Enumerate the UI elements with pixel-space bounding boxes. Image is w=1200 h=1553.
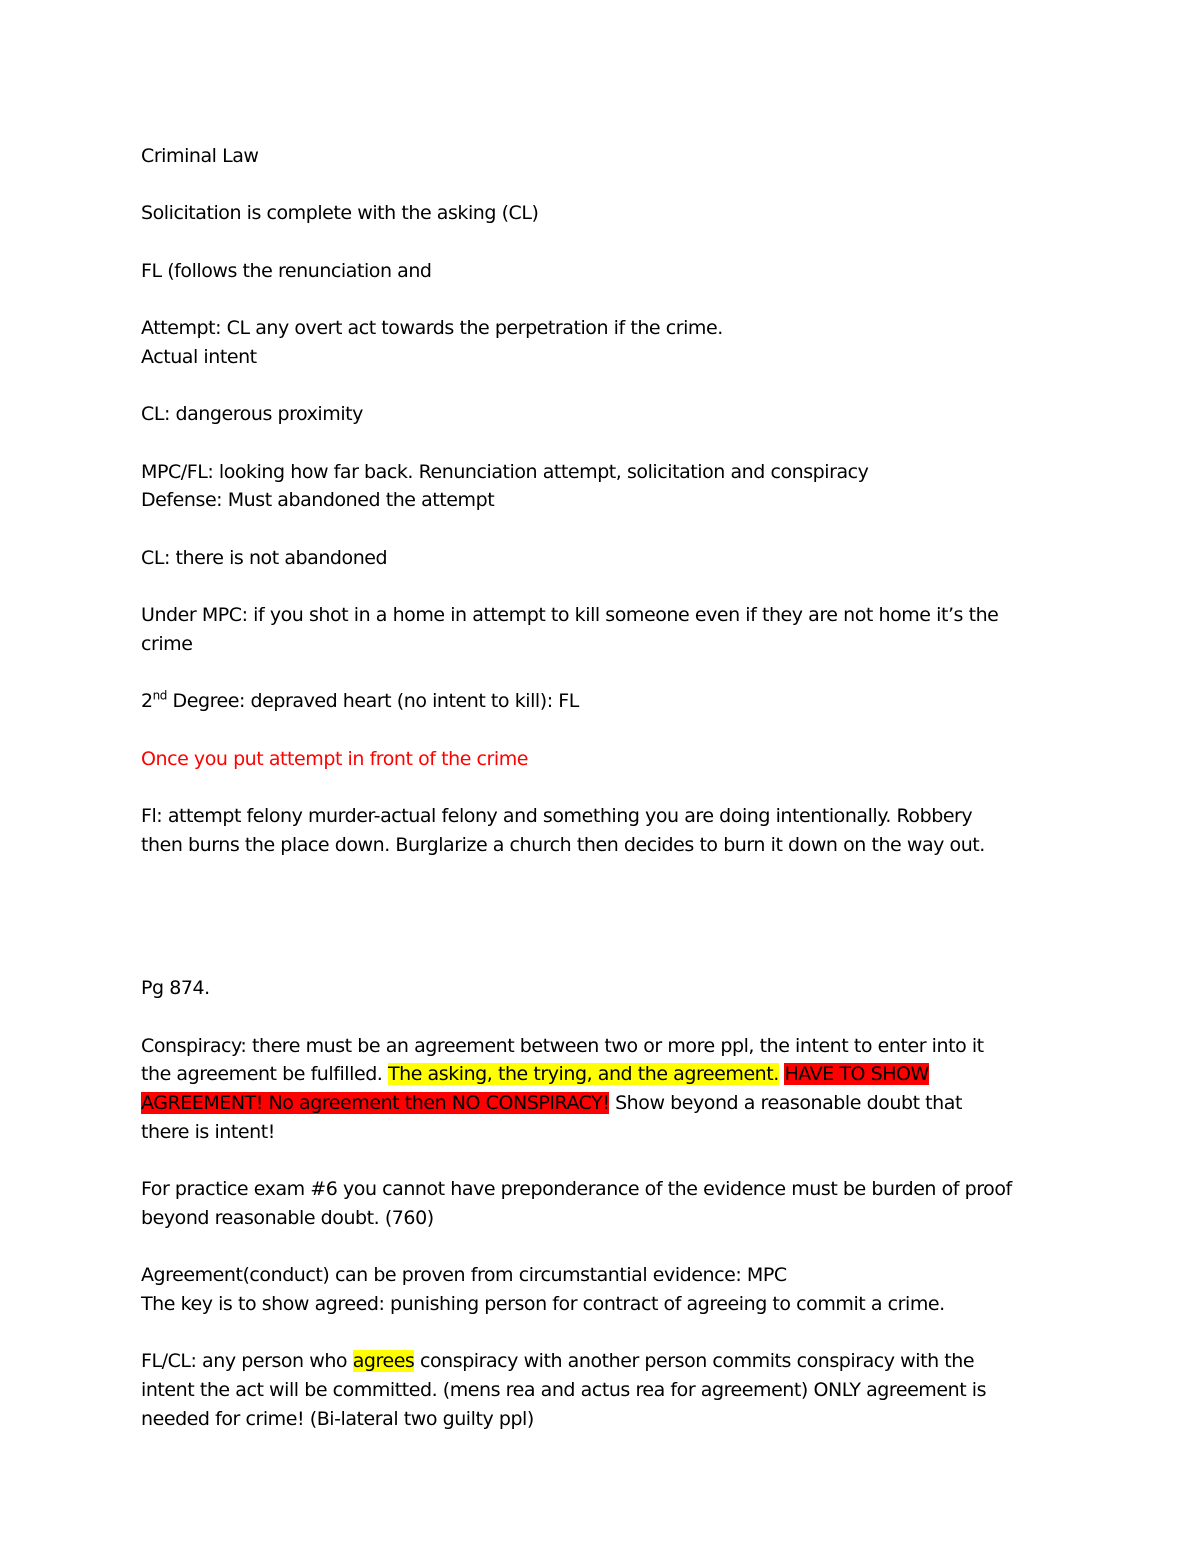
paragraph-conspiracy [141, 1032, 1071, 1147]
paragraph-fl-attempt [141, 802, 1071, 859]
yellow-highlight: The asking, the trying, and the agreement. [387, 1063, 779, 1086]
text-line [141, 1089, 1071, 1118]
paragraph-under-mpc [141, 601, 1071, 658]
red-emphasis-text: Once you put attempt in front of the crime [141, 747, 529, 770]
text-line: Defense: Must abandoned the attempt [141, 489, 495, 512]
text-line [141, 1060, 1071, 1089]
paragraph-practice-exam [141, 1175, 1071, 1232]
text-line: intent the act will be committed. (mens rea and actus rea for agreement) ONLY agreement is [141, 1378, 987, 1401]
text-line [141, 1347, 1071, 1376]
title-text: Criminal Law [141, 145, 259, 167]
paragraph-fl-cl [141, 1347, 1071, 1433]
text-line: Pg 874. [141, 977, 210, 1000]
paragraph-fl-follows [141, 257, 1071, 286]
text-line: there is intent! [141, 1120, 275, 1143]
text-line: Fl: attempt felony murder-actual felony and something you are doing intentionally. Robbery [141, 805, 973, 828]
text-line: The key is to show agreed: punishing person for contract of agreeing to commit a crime. [141, 1292, 945, 1315]
text-fragment: Show beyond a reasonable doubt that [609, 1091, 962, 1114]
text-fragment: FL/CL: any person who [141, 1350, 353, 1373]
text-line: FL (follows the renunciation and [141, 259, 432, 282]
yellow-highlight: agrees [352, 1350, 415, 1373]
text-line: Agreement(conduct) can be proven from circumstantial evidence: MPC [141, 1264, 787, 1287]
text-fragment: Degree: depraved heart (no intent to kill): FL [166, 690, 579, 713]
red-highlight: HAVE TO SHOW [784, 1063, 929, 1086]
paragraph-page-ref [141, 974, 1071, 1003]
text-line: Solicitation is complete with the asking (CL) [141, 202, 539, 225]
paragraph-second-degree [141, 687, 1071, 716]
text-line: For practice exam #6 you cannot have preponderance of the evidence must be burden of proof [141, 1178, 1012, 1200]
text-fragment: the agreement be fulfilled. [141, 1063, 388, 1086]
paragraph-once-attempt [141, 745, 1071, 774]
paragraph-attempt [141, 314, 1071, 371]
text-line: then burns the place down. Burglarize a church then decides to burn it down on the way out. [141, 833, 985, 856]
text-line: Actual intent [141, 345, 257, 368]
text-line: MPC/FL: looking how far back. Renunciation attempt, solicitation and conspiracy [141, 460, 869, 483]
ordinal-number: 2 [141, 690, 153, 713]
text-line: crime [141, 632, 193, 655]
text-line: beyond reasonable doubt. (760) [141, 1206, 434, 1229]
paragraph-not-abandoned [141, 544, 1071, 573]
text-line: Attempt: CL any overt act towards the perpetration if the crime. [141, 317, 723, 340]
ordinal-suffix: nd [152, 688, 167, 703]
text-line: CL: there is not abandoned [141, 546, 388, 569]
red-highlight: AGREEMENT! No agreement then NO CONSPIRACY! [141, 1091, 610, 1114]
text-line: Under MPC: if you shot in a home in attempt to kill someone even if they are not home it’s the [141, 604, 999, 627]
text-line: CL: dangerous proximity [141, 403, 363, 426]
paragraph-dangerous-proximity [141, 400, 1071, 429]
text-line [141, 687, 1071, 716]
text-fragment: conspiracy with another person commits conspiracy with the [414, 1350, 975, 1373]
blank-gap [141, 888, 1071, 974]
text-line: Conspiracy: there must be an agreement between two or more ppl, the intent to enter into it [141, 1034, 984, 1057]
paragraph-solicitation [141, 199, 1071, 228]
document-title [141, 142, 1071, 171]
paragraph-agreement [141, 1261, 1071, 1318]
paragraph-mpc-fl [141, 458, 1071, 515]
document-body [141, 142, 1071, 1462]
text-line: needed for crime! (Bi-lateral two guilty ppl) [141, 1407, 534, 1430]
